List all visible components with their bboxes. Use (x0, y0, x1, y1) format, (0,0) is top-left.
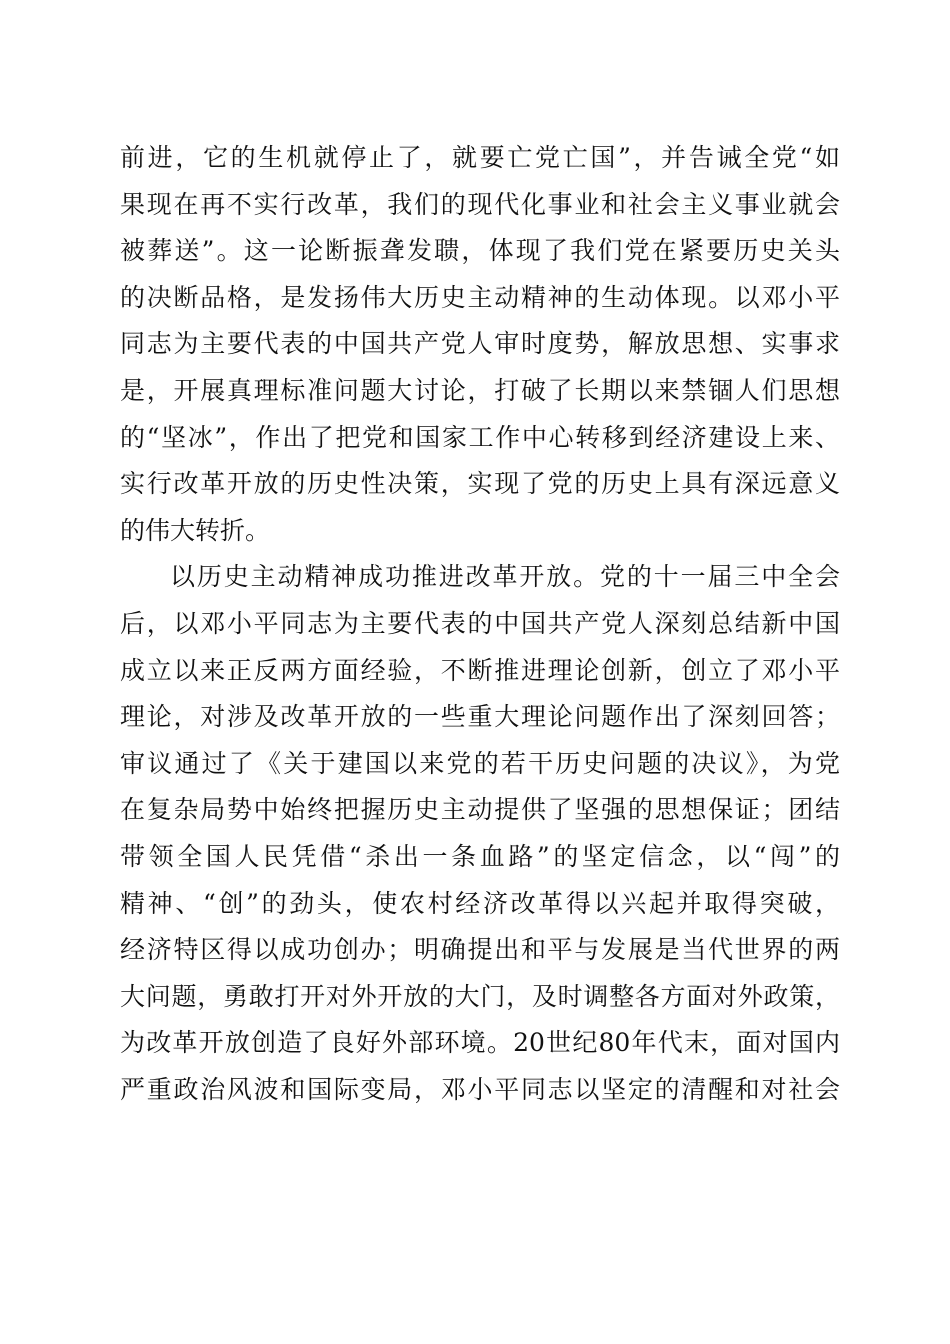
text-line: 同志为主要代表的中国共产党人审时度势，解放思想、实事求 (120, 329, 840, 359)
text-line: 理论，对涉及改革开放的一些重大理论问题作出了深刻回答； (120, 702, 840, 732)
body-text (120, 135, 840, 1113)
paragraph-1 (120, 135, 840, 554)
text-line: 后，以邓小平同志为主要代表的中国共产党人深刻总结新中国 (120, 608, 840, 638)
text-line: 被葬送”。这一论断振聋发聩，体现了我们党在紧要历史关头 (120, 236, 840, 266)
text-line: 的伟大转折。 (120, 515, 271, 545)
paragraph-2 (120, 554, 840, 1113)
text-line: 的“坚冰”，作出了把党和国家工作中心转移到经济建设上来、 (120, 422, 840, 452)
text-line: 为改革开放创造了良好外部环境。20世纪80年代末，面对国内 (120, 1028, 840, 1058)
text-line: 成立以来正反两方面经验，不断推进理论创新，创立了邓小平 (120, 655, 840, 685)
text-line: 带领全国人民凭借“杀出一条血路”的坚定信念，以“闯”的 (120, 841, 840, 871)
text-line: 在复杂局势中始终把握历史主动提供了坚强的思想保证；团结 (120, 795, 840, 825)
text-line: 严重政治风波和国际变局，邓小平同志以坚定的清醒和对社会 (120, 1074, 840, 1104)
text-line: 精神、“创”的劲头，使农村经济改革得以兴起并取得突破， (120, 888, 840, 918)
text-line: 经济特区得以成功创办；明确提出和平与发展是当代世界的两 (120, 935, 840, 965)
text-line: 的决断品格，是发扬伟大历史主动精神的生动体现。以邓小平 (120, 282, 840, 312)
text-line: 果现在再不实行改革，我们的现代化事业和社会主义事业就会 (120, 189, 840, 219)
text-line: 是，开展真理标准问题大讨论，打破了长期以来禁锢人们思想 (120, 375, 840, 405)
text-line: 实行改革开放的历史性决策，实现了党的历史上具有深远意义 (120, 469, 840, 499)
text-line: 大问题，勇敢打开对外开放的大门，及时调整各方面对外政策， (120, 981, 840, 1011)
text-line: 前进，它的生机就停止了，就要亡党亡国”，并告诫全党“如 (120, 143, 840, 172)
text-line: 以历史主动精神成功推进改革开放。党的十一届三中全会 (170, 562, 840, 592)
text-line: 审议通过了《关于建国以来党的若干历史问题的决议》，为党 (120, 748, 840, 778)
